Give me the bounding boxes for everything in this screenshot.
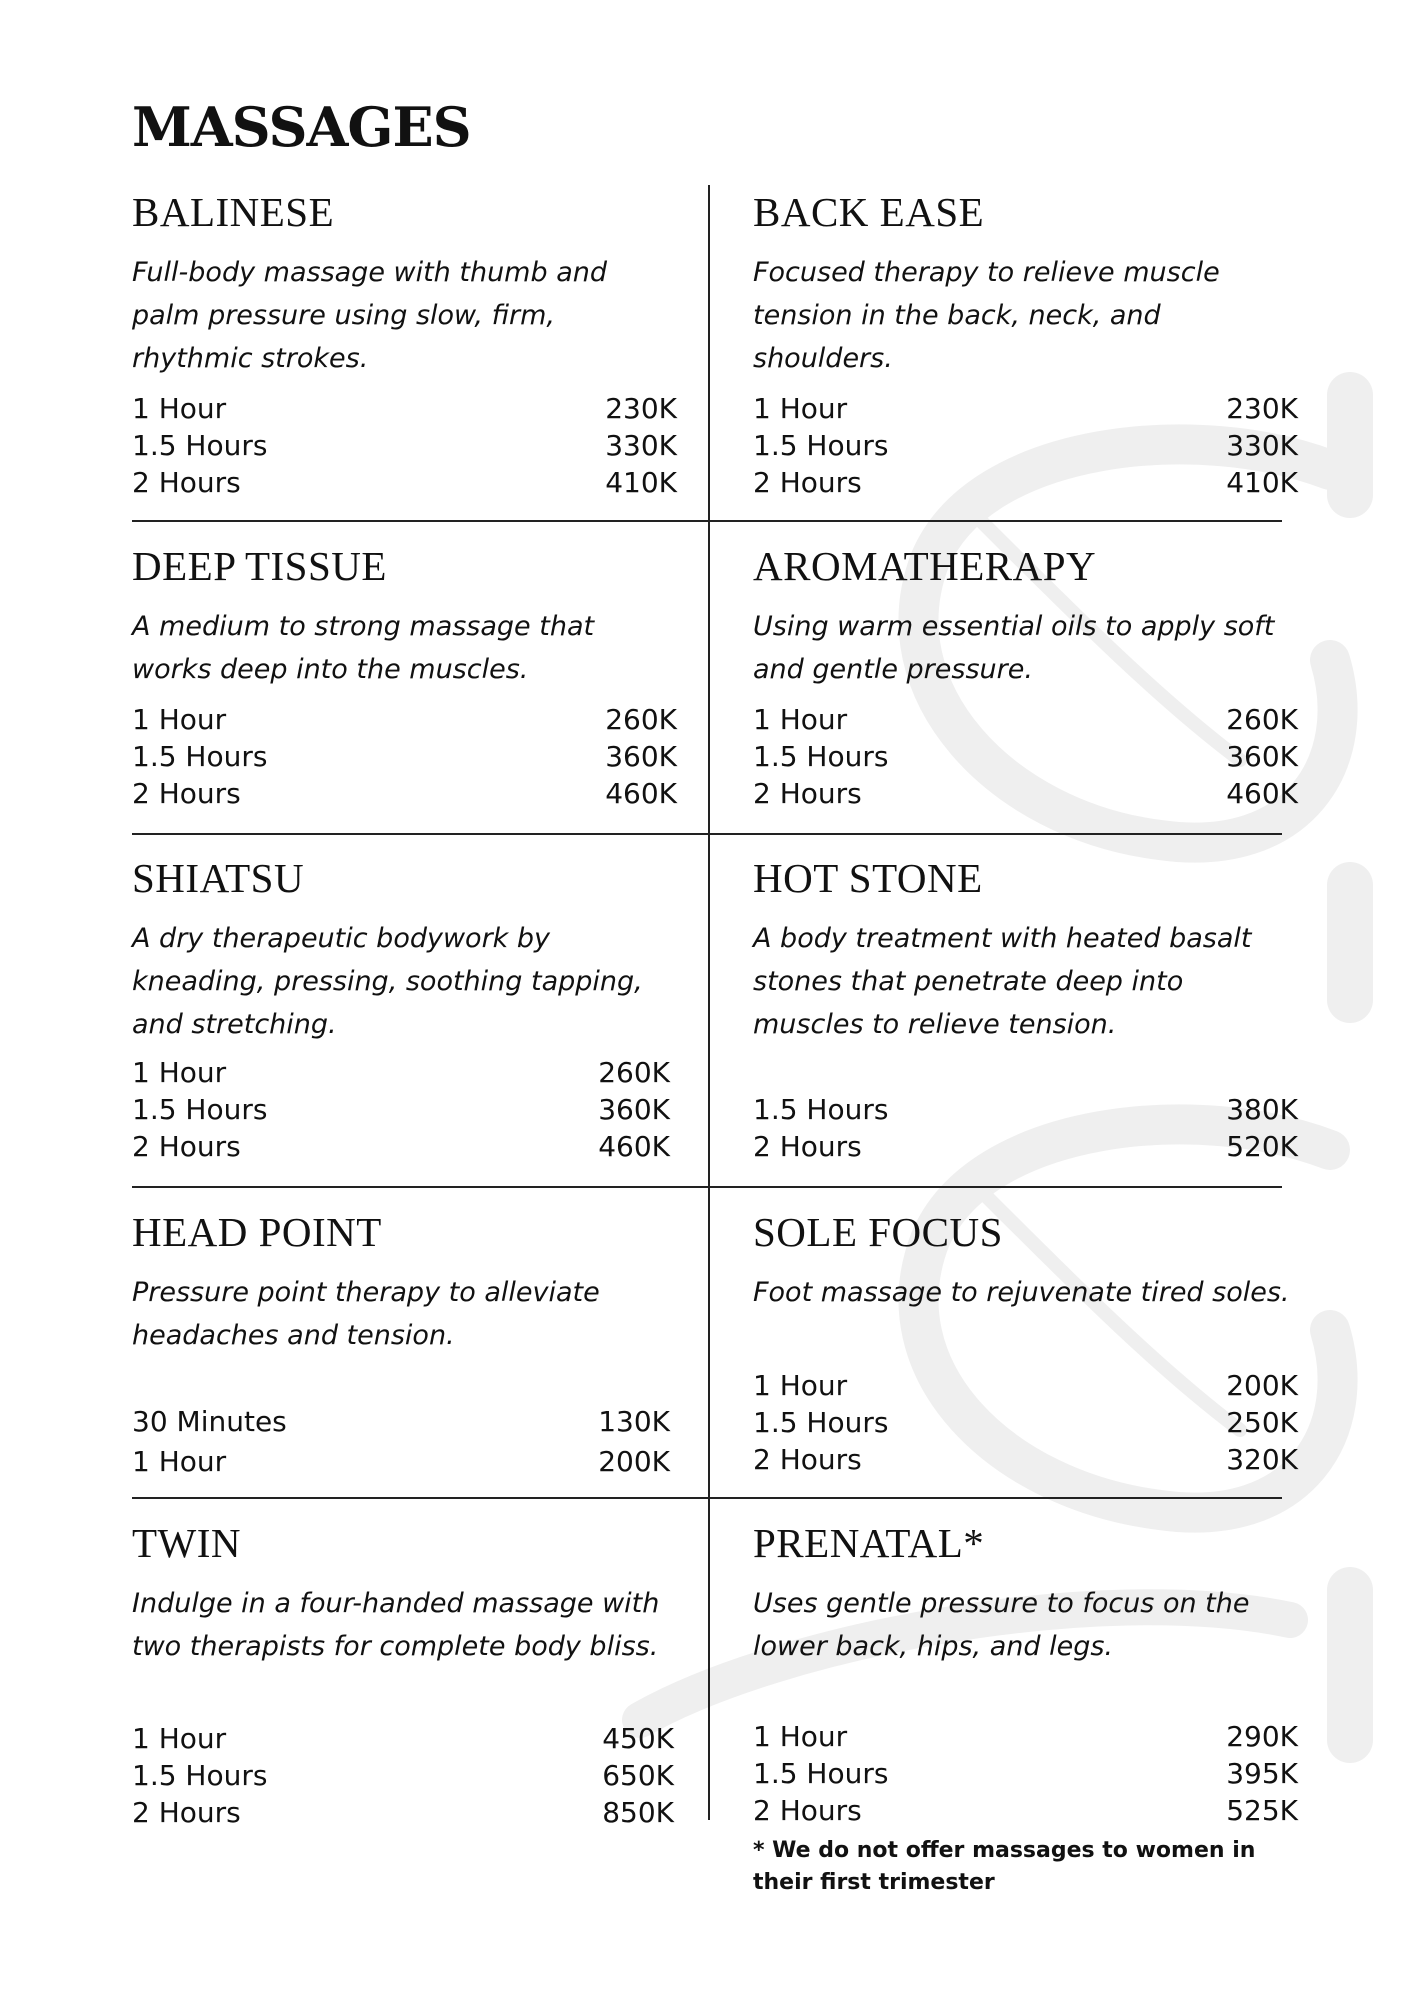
service-description: Indulge in a four-handed massage with two therapists for complete body bliss. [132,1588,660,1662]
price-row [132,701,677,738]
footnote: * We do not offer massages to women in their first trimester [753,1838,1256,1895]
service-title: HOT STONE [753,855,983,901]
price: 410K [605,466,677,499]
price-row [753,1091,1298,1128]
price-row [132,1054,670,1091]
price-row [132,1720,674,1757]
price: 850K [602,1796,674,1829]
duration: 1.5 Hours [132,740,268,773]
row-divider [132,520,1282,522]
price: 260K [605,703,677,736]
service-title: BALINESE [132,189,335,235]
duration: 1 Hour [132,1056,227,1089]
duration: 30 Minutes [132,1405,287,1438]
price-list [753,390,1298,501]
price-row [753,390,1298,427]
service-description: A body treatment with heated basalt stones that penetrate deep into muscles to relieve tension. [753,923,1252,1040]
service-back-ease [753,189,1298,502]
price-row [753,701,1298,738]
price-row [132,390,677,427]
service-title: HEAD POINT [132,1209,382,1255]
price-row [132,1794,674,1831]
service-shiatsu [132,855,677,1173]
price: 260K [598,1056,670,1089]
duration: 1.5 Hours [753,429,889,462]
duration: 2 Hours [132,777,241,810]
service-description: Pressure point therapy to alleviate headaches and tension. [132,1277,600,1351]
service-sole-focus [753,1209,1298,1482]
price-list [753,1367,1298,1478]
duration: 1 Hour [132,703,227,736]
service-title: SHIATSU [132,855,305,901]
price: 525K [1226,1794,1298,1827]
service-balinese [132,189,677,502]
duration: 1.5 Hours [753,1406,889,1439]
price: 460K [598,1130,670,1163]
price-row [753,1404,1298,1441]
duration: 1 Hour [132,1445,227,1478]
price: 130K [598,1405,670,1438]
price-row [753,464,1298,501]
price: 200K [1226,1369,1298,1402]
service-description: Uses gentle pressure to focus on the lower back, hips, and legs. [753,1588,1250,1662]
price: 650K [602,1759,674,1792]
price-row [753,1792,1298,1829]
price-list [132,390,677,501]
price: 230K [1226,392,1298,425]
service-prenatal [753,1520,1298,1833]
service-aromatherapy [753,543,1298,816]
price-list [753,1718,1298,1829]
price: 460K [1226,777,1298,810]
price-list [132,1720,674,1831]
duration: 1 Hour [753,1369,848,1402]
service-title: DEEP TISSUE [132,543,387,589]
service-head-point [132,1209,677,1482]
service-title: AROMATHERAPY [753,543,1097,589]
row-divider [132,833,1282,835]
duration: 2 Hours [132,466,241,499]
service-description: Full-body massage with thumb and palm pressure using slow, firm, rhythmic strokes. [132,257,608,374]
price-row [753,1441,1298,1478]
price: 250K [1226,1406,1298,1439]
price: 520K [1226,1130,1298,1163]
duration: 1.5 Hours [132,429,268,462]
price: 410K [1226,466,1298,499]
duration: 2 Hours [753,1794,862,1827]
duration: 2 Hours [132,1796,241,1829]
duration: 2 Hours [132,1130,241,1163]
price-list [132,1054,670,1165]
price-row [132,775,677,812]
price: 380K [1226,1093,1298,1126]
price: 230K [605,392,677,425]
price-row [132,427,677,464]
service-description: A medium to strong massage that works deep into the muscles. [132,611,595,685]
duration: 1.5 Hours [132,1093,268,1126]
price-row [753,1755,1298,1792]
duration: 1.5 Hours [132,1759,268,1792]
price-row [132,1128,670,1165]
price: 320K [1226,1443,1298,1476]
service-title: PRENATAL* [753,1520,985,1566]
duration: 1.5 Hours [753,1757,889,1790]
price: 360K [605,740,677,773]
duration: 1 Hour [132,392,227,425]
price-row [753,1128,1298,1165]
price-list [753,1091,1298,1165]
price-row [753,427,1298,464]
duration: 1.5 Hours [753,740,889,773]
price: 395K [1226,1757,1298,1790]
duration: 1 Hour [753,392,848,425]
price-list [753,701,1298,812]
duration: 1 Hour [753,1720,848,1753]
price-row [753,738,1298,775]
price-row [132,738,677,775]
price-row [753,775,1298,812]
duration: 2 Hours [753,466,862,499]
price-list [132,701,677,812]
price: 260K [1226,703,1298,736]
duration: 2 Hours [753,1130,862,1163]
price: 330K [1226,429,1298,462]
price-row [132,464,677,501]
service-title: TWIN [132,1520,242,1566]
price-row [753,1367,1298,1404]
price-row [132,1091,670,1128]
duration: 1 Hour [132,1722,227,1755]
price: 200K [598,1445,670,1478]
service-twin [132,1520,677,1833]
service-deep-tissue [132,543,677,816]
price-list [132,1402,670,1482]
service-description: A dry therapeutic bodywork by kneading, pressing, soothing tapping, and stretching. [132,923,643,1040]
price-row [753,1718,1298,1755]
page-title: MASSAGES [132,95,471,159]
service-description: Focused therapy to relieve muscle tension in the back, neck, and shoulders. [753,257,1220,374]
duration: 2 Hours [753,777,862,810]
price: 330K [605,429,677,462]
price-row [132,1442,670,1482]
service-description: Using warm essential oils to apply soft and gentle pressure. [753,611,1275,685]
duration: 1 Hour [753,703,848,736]
column-divider [708,185,710,1820]
price: 450K [602,1722,674,1755]
price-row [132,1757,674,1794]
row-divider [132,1497,1282,1499]
price: 290K [1226,1720,1298,1753]
service-description: Foot massage to rejuvenate tired soles. [753,1277,1290,1308]
service-title: SOLE FOCUS [753,1209,1003,1255]
row-divider [132,1186,1282,1188]
price: 360K [598,1093,670,1126]
price-row [132,1402,670,1442]
duration: 2 Hours [753,1443,862,1476]
duration: 1.5 Hours [753,1093,889,1126]
price: 460K [605,777,677,810]
service-title: BACK EASE [753,189,985,235]
price: 360K [1226,740,1298,773]
service-hot-stone [753,855,1298,1173]
